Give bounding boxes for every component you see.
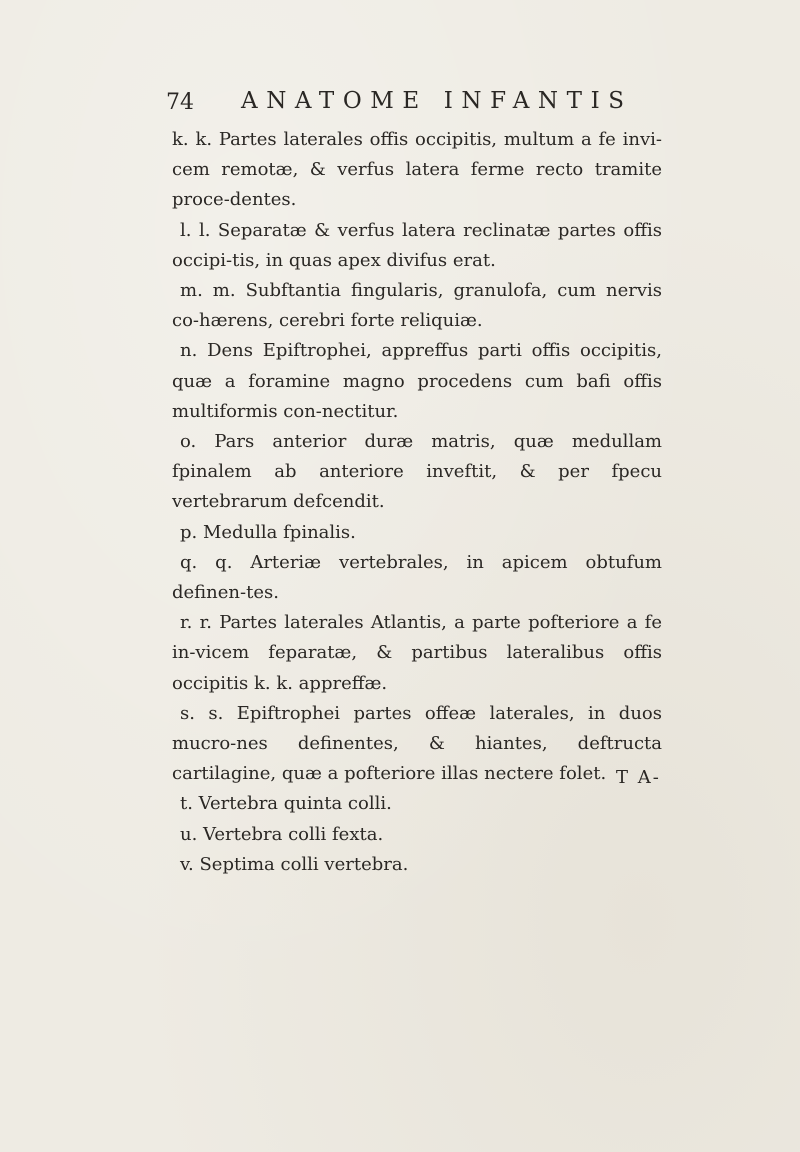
legend-entry-kk: k. k. Partes laterales offis occipitis, multum a fe invi-cem remotæ, & verfus latera ferme recto tramite proce-dentes.: [172, 129, 662, 211]
legend-entry-u: u. Vertebra colli fexta.: [180, 823, 384, 845]
catchword: T A-: [616, 767, 661, 788]
legend-entry-v: v. Septima colli vertebra.: [180, 853, 409, 875]
legend-entry-t: t. Vertebra quinta colli.: [180, 793, 392, 815]
legend-entry-n: n. Dens Epiftrophei, appreffus parti offis occipitis, quæ a foramine magno procedens cum bafi offis multiformis con-nectitur.: [172, 340, 662, 422]
legend-entries: [172, 125, 662, 880]
legend-entry-o: o. Pars anterior duræ matris, quæ medullam fpinalem ab anteriore inveftit, & per fpecu vertebrarum defcendit.: [172, 431, 662, 513]
legend-entry-qq: q. q. Arteriæ vertebrales, in apicem obtufum definen-tes.: [172, 551, 662, 604]
legend-entry-p: p. Medulla fpinalis.: [180, 521, 356, 543]
legend-entry-ss: s. s. Epiftrophei partes offeæ laterales, in duos mucro-nes definentes, & hiantes, deftructa cartilagine, quæ a pofteriore illas nectere folet.: [172, 702, 662, 785]
running-title: ANATOME INFANTIS: [241, 88, 633, 114]
page-number: 74: [166, 90, 194, 115]
legend-entry-rr: r. r. Partes laterales Atlantis, a parte pofteriore a fe in-vicem feparatæ, & partibus lateralibus offis occipitis k. k. appreffæ.: [172, 612, 662, 694]
legend-entry-ll: l. l. Separatæ & verfus latera reclinatæ partes offis occipi-tis, in quas apex divifus erat.: [172, 219, 662, 271]
page-header: [166, 88, 686, 118]
legend-entry-mm: m. m. Subftantia fingularis, granulofa, cum nervis co-hærens, cerebri forte reliquiæ.: [172, 280, 662, 332]
